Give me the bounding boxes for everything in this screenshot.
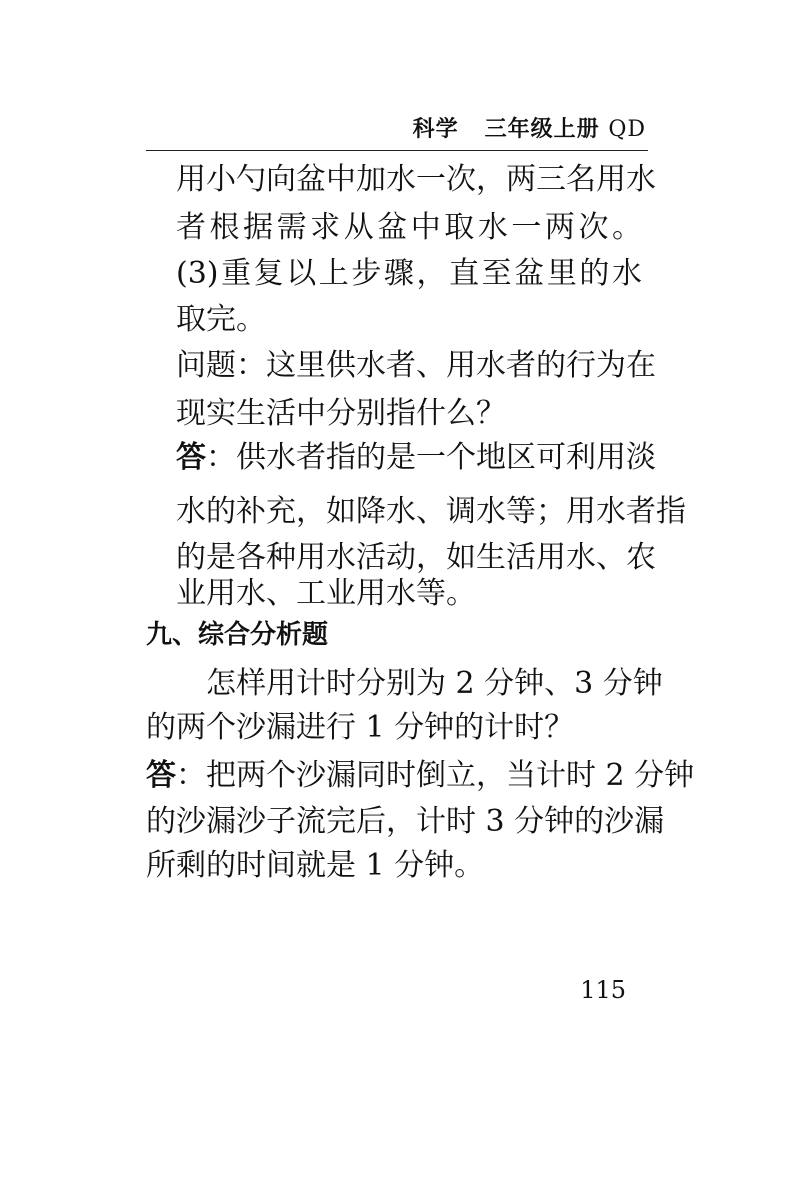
answer-label: 答 xyxy=(176,440,206,475)
answer-line: 的是各种用水活动，如生活用水、农 xyxy=(176,540,656,575)
activity-line: 用小勺向盆中加水一次，两三名用水 xyxy=(176,162,656,197)
answer-line: 的沙漏沙子流完后，计时 3 分钟的沙漏 xyxy=(146,804,665,839)
answer-label: 答 xyxy=(146,758,176,793)
answer-line: 所剩的时间就是 1 分钟。 xyxy=(146,848,485,883)
activity-line: 取完。 xyxy=(176,302,266,337)
question-line: 问题：这里供水者、用水者的行为在 xyxy=(176,348,656,383)
header-grade: 三年级上册 xyxy=(484,117,600,142)
activity-line: 者根据需求从盆中取水一两次。 xyxy=(176,210,642,245)
header-subject: 科学 xyxy=(412,117,459,142)
answer-text: ：把两个沙漏同时倒立，当计时 2 分钟 xyxy=(176,758,695,793)
answer-text: ：供水者指的是一个地区可利用淡 xyxy=(206,440,656,475)
answer-line xyxy=(146,752,695,800)
activity-line: (3)重复以上步骤，直至盆里的水 xyxy=(176,256,642,291)
answer-line: 水的补充，如降水、调水等；用水者指 xyxy=(176,494,686,529)
problem-line: 怎样用计时分别为 2 分钟、3 分钟 xyxy=(206,666,663,701)
answer-line xyxy=(176,434,656,482)
header-edition: QD xyxy=(608,117,646,142)
answer-line: 业用水、工业用水等。 xyxy=(176,576,476,611)
page-number: 115 xyxy=(580,976,626,1004)
problem-line: 的两个沙漏进行 1 分钟的计时？ xyxy=(146,710,575,745)
question-line: 现实生活中分别指什么？ xyxy=(176,396,506,431)
section-heading: 九、综合分析题 xyxy=(146,620,329,650)
header-rule xyxy=(146,150,648,151)
running-header xyxy=(150,112,646,148)
